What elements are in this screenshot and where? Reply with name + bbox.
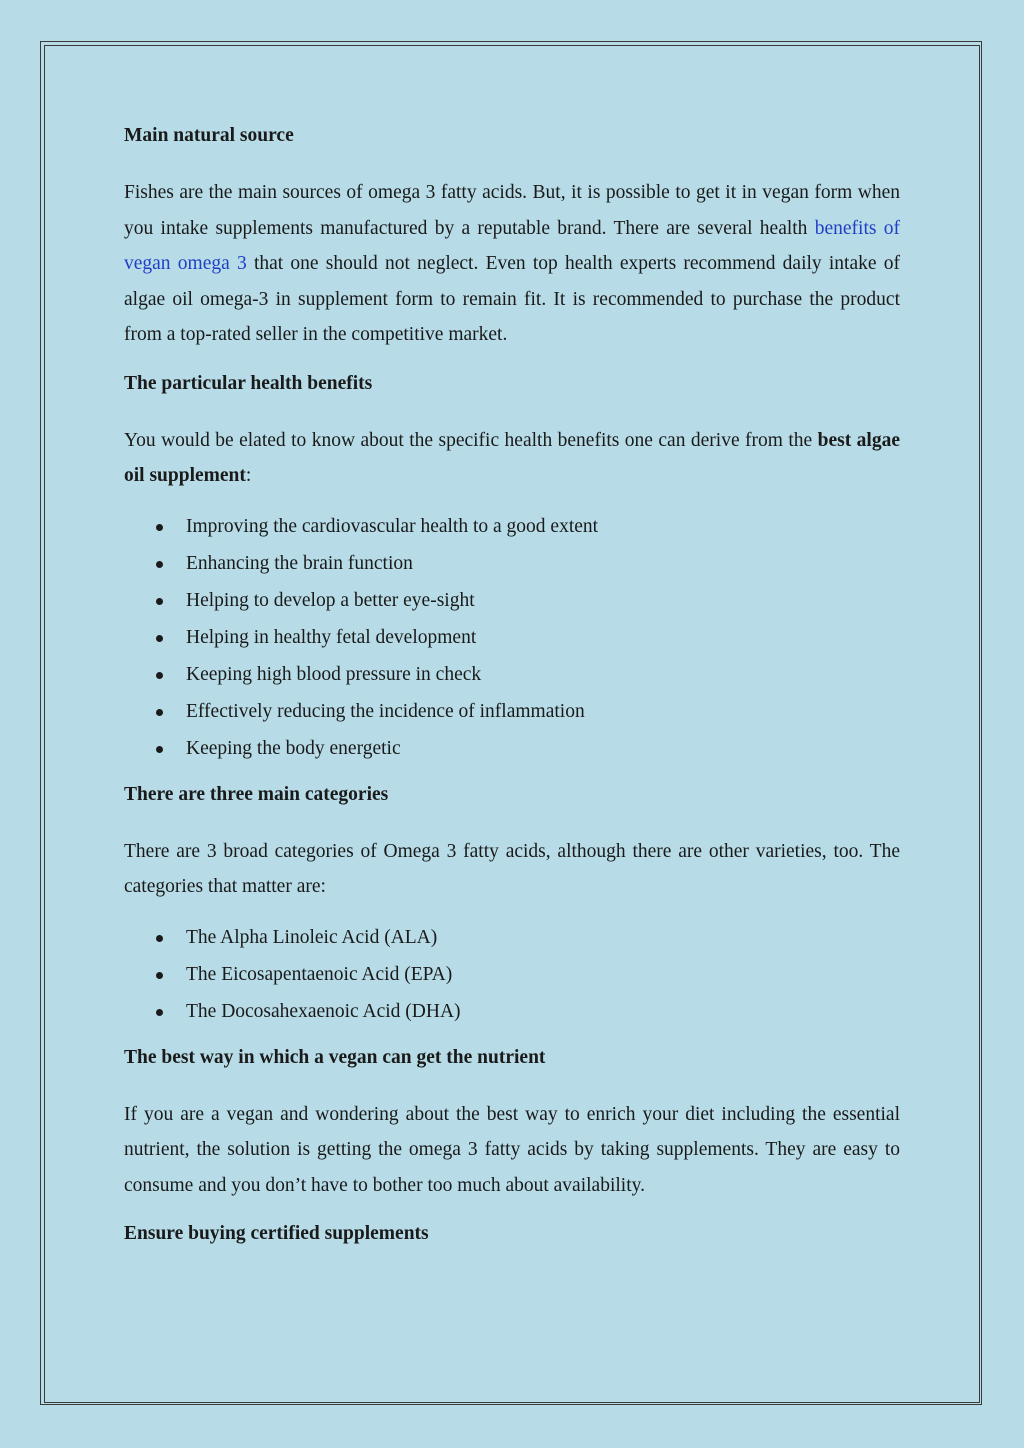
section-heading-best-way-vegan: The best way in which a vegan can get the nutrient bbox=[124, 1046, 546, 1068]
paragraph-best-way-vegan: If you are a vegan and wondering about the best way to enrich your diet including the essential nutrient, the solution is getting the omega 3 fatty acids by taking supplements. They are easy to consume and you don’t have to bother too much about availability. bbox=[124, 1103, 900, 1196]
bullet-icon bbox=[156, 709, 163, 716]
bullet-icon bbox=[156, 561, 163, 568]
paragraph-text: You would be elated to know about the specific health benefits one can derive from the bbox=[124, 429, 818, 451]
list-item-text: Keeping the body energetic bbox=[186, 737, 401, 759]
list-item-text: Helping to develop a better eye-sight bbox=[186, 589, 475, 611]
health-benefits-list bbox=[124, 508, 900, 767]
list-item-text: The Eicosapentaenoic Acid (EPA) bbox=[186, 963, 453, 985]
paragraph-text: : bbox=[245, 465, 252, 486]
bullet-icon bbox=[156, 972, 163, 979]
best-algae-oil-supplement-emphasis: best algae oil supplement bbox=[124, 429, 900, 486]
list-item bbox=[124, 730, 900, 767]
paragraph-three-categories: There are 3 broad categories of Omega 3 fatty acids, although there are other varieties, too. The categories that matter are: bbox=[124, 840, 900, 897]
list-item bbox=[124, 545, 900, 582]
list-item bbox=[124, 619, 900, 656]
list-item-text: The Docosahexaenoic Acid (DHA) bbox=[186, 1000, 461, 1022]
list-item bbox=[124, 656, 900, 693]
bullet-icon bbox=[156, 524, 163, 531]
bullet-icon bbox=[156, 746, 163, 753]
bullet-icon bbox=[156, 598, 163, 605]
list-item-text: Keeping high blood pressure in check bbox=[186, 663, 482, 685]
paragraph-text: Fishes are the main sources of omega 3 fatty acids. But, it is possible to get it in vegan form when you intake supplements manufactured by a reputable brand. There are several health bbox=[124, 182, 900, 239]
list-item bbox=[124, 993, 900, 1030]
list-item-text: Improving the cardiovascular health to a good extent bbox=[186, 515, 599, 537]
bullet-icon bbox=[156, 635, 163, 642]
benefits-of-vegan-omega-3-link[interactable]: benefits of vegan omega 3 bbox=[124, 217, 900, 274]
list-item bbox=[124, 956, 900, 993]
bullet-icon bbox=[156, 672, 163, 679]
categories-list bbox=[124, 919, 900, 1030]
paragraph-health-benefits bbox=[124, 423, 900, 494]
document-body bbox=[124, 122, 900, 1248]
section-heading-main-natural-source: Main natural source bbox=[124, 125, 294, 146]
section-heading-three-categories: There are three main categories bbox=[124, 783, 389, 805]
section-heading-certified-supplements: Ensure buying certified supplements bbox=[124, 1223, 429, 1244]
list-item-text: The Alpha Linoleic Acid (ALA) bbox=[186, 926, 438, 948]
list-item bbox=[124, 693, 900, 730]
bullet-icon bbox=[156, 935, 163, 942]
paragraph-text: that one should not neglect. Even top health experts recommend daily intake of algae oil omega-3 in supplement form to remain fit. It is recommended to purchase the product from a top-rated seller in the competitive market. bbox=[124, 253, 900, 345]
bullet-icon bbox=[156, 1009, 163, 1016]
section-heading-health-benefits: The particular health benefits bbox=[124, 372, 373, 394]
list-item-text: Helping in healthy fetal development bbox=[186, 626, 477, 648]
list-item-text: Effectively reducing the incidence of inflammation bbox=[186, 700, 585, 722]
list-item bbox=[124, 508, 900, 545]
list-item bbox=[124, 582, 900, 619]
list-item-text: Enhancing the brain function bbox=[186, 552, 413, 574]
list-item bbox=[124, 919, 900, 956]
paragraph-main-natural-source bbox=[124, 175, 900, 353]
